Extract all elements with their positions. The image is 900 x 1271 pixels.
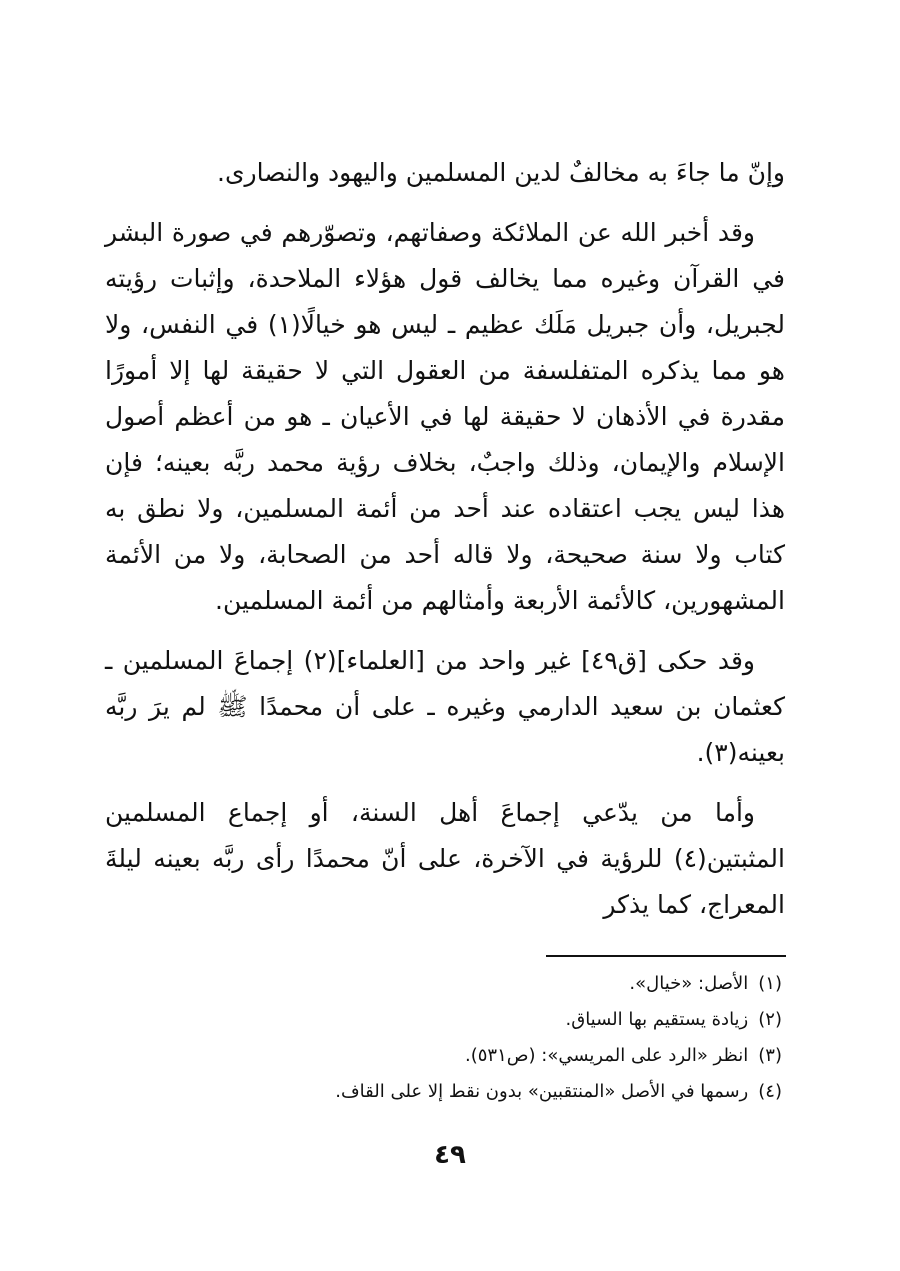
paragraph-3: وقد حكى [ق٤٩] غير واحد من [العلماء](٢) إجماعَ المسلمين ـ كعثمان بن سعيد الدارمي وغيره ـ على أن محمدًا ﷺ لم يرَ ربَّه بعينه(٣). (105, 646, 785, 767)
footnote-text: الأصل: «خيال». (629, 973, 749, 994)
footnote-3 (102, 1038, 782, 1074)
footnote-2 (102, 1002, 782, 1038)
footnote-number: (٤) (758, 1081, 782, 1102)
paragraph-4: وأما من يدّعي إجماعَ أهل السنة، أو إجماع المسلمين المثبتين(٤) للرؤية في الآخرة، على أنّ محمدًا رأى ربَّه بعينه ليلةَ المعراج، كما يذكر (105, 798, 785, 919)
page-number: ٤٩ (434, 1140, 466, 1170)
footnote-text: زيادة يستقيم بها السياق. (565, 1009, 749, 1030)
footnote-number: (٣) (758, 1045, 782, 1066)
footnote-number: (١) (758, 973, 782, 994)
footnote-divider (546, 955, 786, 957)
footnotes (102, 966, 782, 1110)
footnote-text: انظر «الرد على المريسي»: (ص٥٣١). (465, 1045, 749, 1066)
footnote-number: (٢) (758, 1009, 782, 1030)
paragraph-1: وإنّ ما جاءَ به مخالفٌ لدين المسلمين واليهود والنصارى. (217, 158, 785, 187)
footnote-text: رسمها في الأصل «المنتقبين» بدون نقط إلا على القاف. (335, 1081, 749, 1102)
footnote-4 (102, 1074, 782, 1110)
paragraph-2: وقد أخبر الله عن الملائكة وصفاتهم، وتصوّرهم في صورة البشر في القرآن وغيره مما يخالف قول هؤلاء الملاحدة، وإثبات رؤيته لجبريل، وأن جبريل مَلَك عظيم ـ ليس هو خيالًا(١) في النفس، ولا هو مما يذكره المتفلسفة من العقول التي لا حقيقة لها إلا أمورًا مقدرة في الأذهان لا حقيقة لها في الأعيان ـ هو من أعظم أصول الإسلام والإيمان، وذلك واجبٌ، بخلاف رؤية محمد ربَّه بعينه؛ فإن هذا ليس يجب اعتقاده عند أحد من أئمة المسلمين، ولا نطق به كتاب ولا سنة صحيحة، ولا قاله أحد من الصحابة، ولا من الأئمة المشهورين، كالأئمة الأربعة وأمثالهم من أئمة المسلمين. (105, 218, 785, 615)
main-text (105, 150, 785, 942)
footnote-1 (102, 966, 782, 1002)
